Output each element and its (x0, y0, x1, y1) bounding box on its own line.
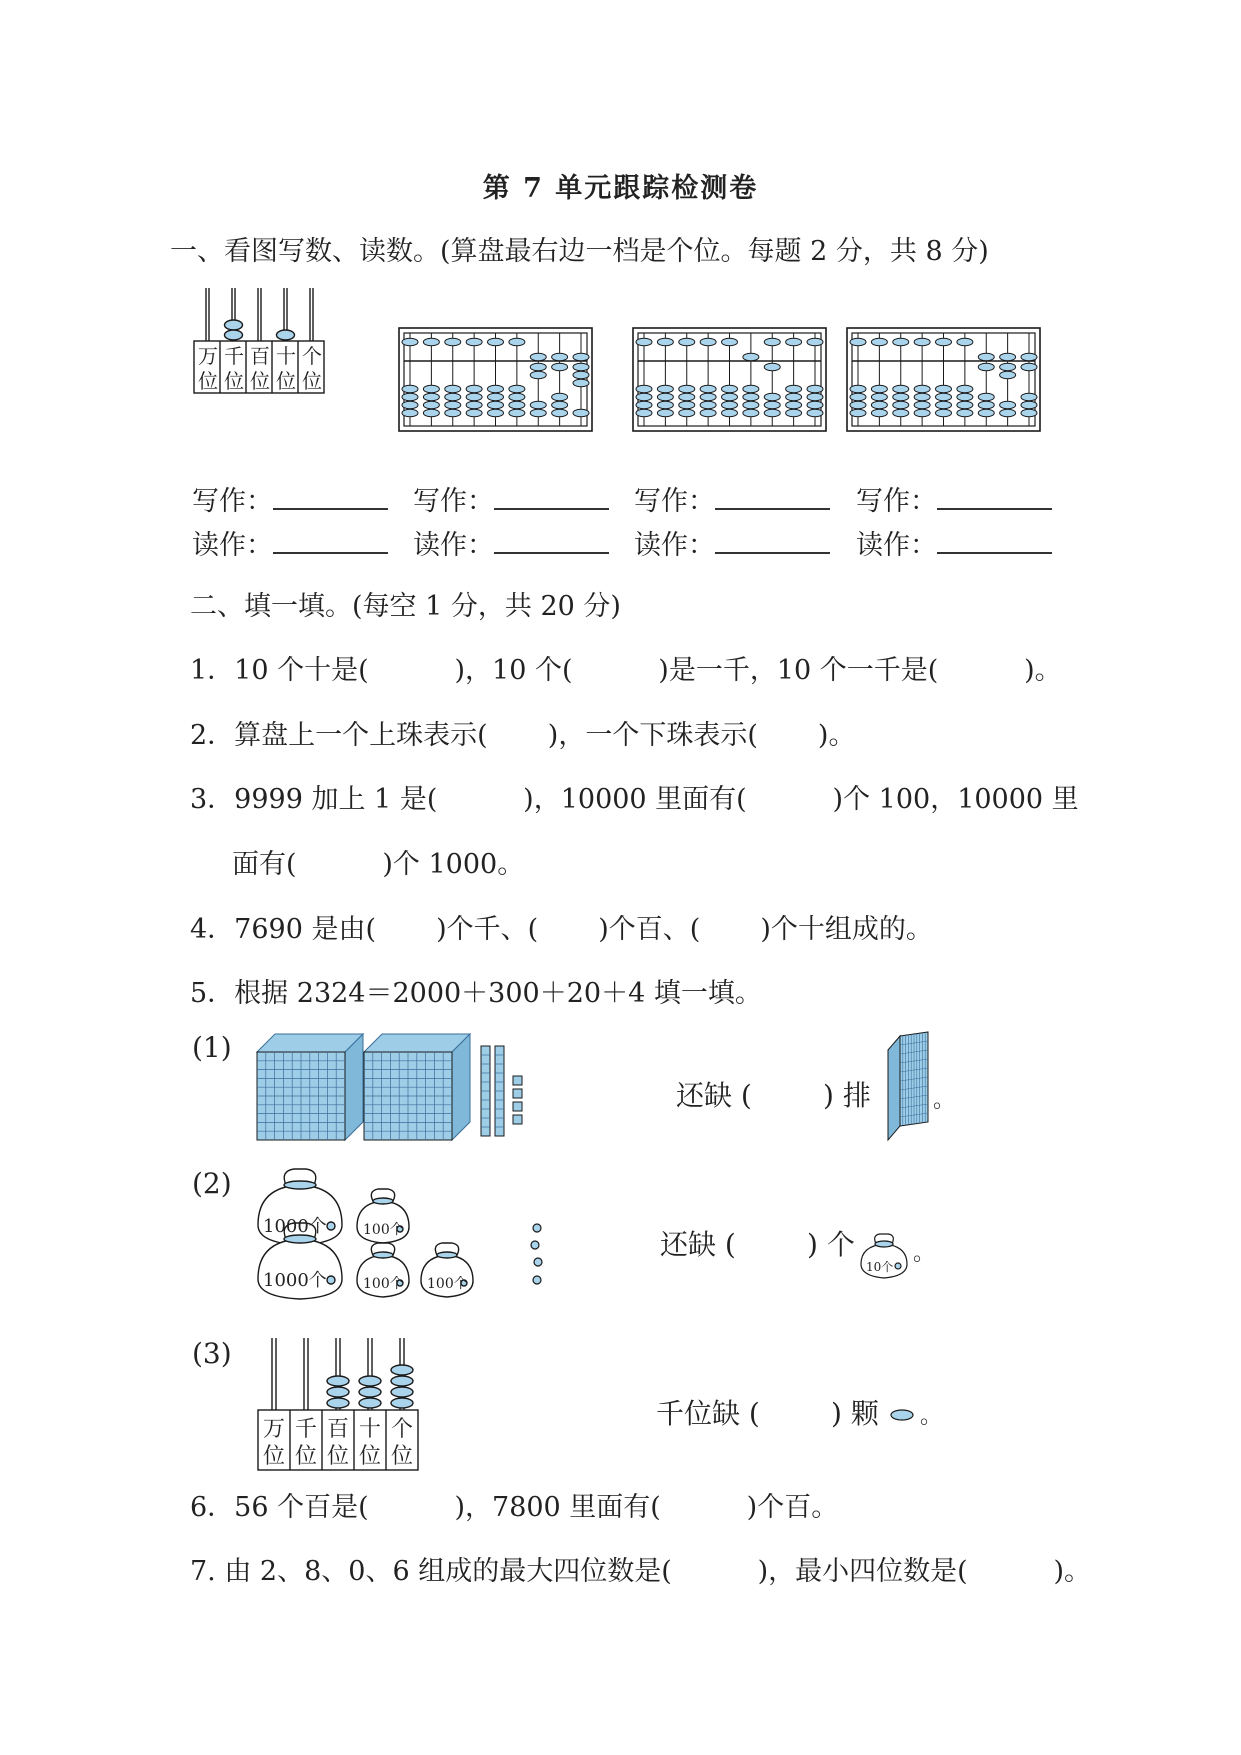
svg-text:位: 位 (327, 1444, 350, 1469)
svg-text:位: 位 (391, 1444, 414, 1469)
write-blank-2[interactable] (494, 486, 609, 510)
loose-beads (528, 1222, 548, 1302)
svg-text:个: 个 (302, 344, 322, 368)
sub1-label: (1) (192, 1031, 232, 1064)
svg-text:万: 万 (263, 1417, 286, 1442)
read-label-4: 读作： (856, 530, 1052, 559)
question-4: 4．7690 是由( )个千、( )个百、( )个十组成的。 (190, 914, 933, 945)
svg-text:百: 百 (327, 1417, 350, 1442)
page-title: 第 7 单元跟踪检测卷 (482, 173, 759, 204)
hundred-flat-icon (884, 1030, 932, 1142)
question-5: 5．根据 2324＝2000＋300＋20＋4 填一填。 (190, 978, 762, 1009)
abacus-frame-2 (632, 327, 827, 432)
sub2-label: (2) (192, 1167, 232, 1200)
question-2: 2．算盘上一个上珠表示( )，一个下珠表示( )。 (190, 720, 856, 751)
svg-text:位: 位 (276, 369, 296, 393)
sub1-text: 还缺 ( ) 排 (676, 1079, 871, 1112)
read-blank-4[interactable] (937, 530, 1052, 554)
svg-text:100个: 100个 (363, 1222, 404, 1238)
read-label-2: 读作： (413, 530, 609, 559)
write-blank-3[interactable] (715, 486, 830, 510)
svg-text:1000个: 1000个 (263, 1216, 327, 1237)
svg-text:位: 位 (302, 369, 322, 393)
svg-text:百: 百 (250, 344, 270, 368)
sub2-text: 还缺 ( ) 个 (660, 1228, 855, 1261)
abacus-small (190, 285, 335, 400)
question-3-line1: 3．9999 加上 1 是( )，10000 里面有( )个 100，10000 里 (190, 784, 1079, 815)
svg-text:位: 位 (224, 369, 244, 393)
svg-text:位: 位 (250, 369, 270, 393)
read-blank-3[interactable] (715, 530, 830, 554)
question-6: 6．56 个百是( )，7800 里面有( )个百。 (190, 1492, 839, 1523)
svg-text:位: 位 (263, 1444, 286, 1469)
svg-text:1000个: 1000个 (263, 1270, 327, 1291)
thousand-cubes (255, 1028, 545, 1146)
abacus-frame-1 (398, 327, 593, 432)
sub2-period: 。 (913, 1241, 936, 1266)
sub1-period: 。 (933, 1088, 956, 1113)
abacus-frame-3 (846, 327, 1041, 432)
ten-bag-icon (858, 1232, 910, 1280)
svg-text:100个: 100个 (363, 1276, 404, 1292)
read-label-1: 读作： (192, 530, 388, 559)
svg-text:个: 个 (391, 1417, 414, 1442)
svg-text:位: 位 (359, 1444, 382, 1469)
question-7: 7. 由 2、8、0、6 组成的最大四位数是( )，最小四位数是( )。 (190, 1556, 1092, 1587)
sub3-label: (3) (192, 1337, 232, 1370)
abacus-sub3 (255, 1335, 425, 1475)
svg-text:位: 位 (198, 369, 218, 393)
write-label-3: 写作： (634, 486, 830, 515)
write-blank-4[interactable] (937, 486, 1052, 510)
bead-icon (888, 1407, 916, 1423)
write-label-4: 写作： (856, 486, 1052, 515)
read-label-3: 读作： (634, 530, 830, 559)
money-bags (250, 1165, 550, 1305)
svg-text:位: 位 (295, 1444, 318, 1469)
svg-text:万: 万 (198, 344, 218, 368)
write-label-1: 写作： (192, 486, 388, 515)
sub3-text: 千位缺 ( ) 颗 (656, 1397, 879, 1430)
svg-text:十: 十 (276, 344, 296, 368)
read-blank-1[interactable] (273, 530, 388, 554)
svg-text:100个: 100个 (427, 1276, 468, 1292)
question-1: 1．10 个十是( )，10 个( )是一千，10 个一千是( )。 (190, 655, 1062, 686)
section2-heading: 二、填一填。(每空 1 分，共 20 分) (190, 591, 621, 622)
svg-text:千: 千 (224, 344, 244, 368)
svg-text:十: 十 (359, 1417, 382, 1442)
svg-text:千: 千 (295, 1417, 318, 1442)
write-blank-1[interactable] (273, 486, 388, 510)
section1-heading: 一、看图写数、读数。(算盘最右边一档是个位。每题 2 分，共 8 分) (170, 236, 989, 267)
question-3-line2: 面有( )个 1000。 (232, 849, 525, 880)
sub3-period: 。 (920, 1404, 943, 1429)
svg-text:10个: 10个 (866, 1260, 894, 1274)
write-label-2: 写作： (413, 486, 609, 515)
read-blank-2[interactable] (494, 530, 609, 554)
